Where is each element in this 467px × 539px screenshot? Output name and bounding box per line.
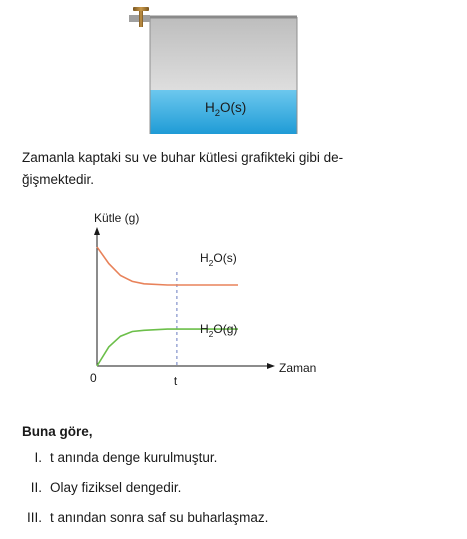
intro-text: Zamanla kaptaki su ve buhar kütlesi grafikteki gibi de- ğişmektedir. — [22, 150, 344, 187]
question-lead: Buna göre, — [22, 424, 93, 439]
mass-time-graph — [0, 205, 467, 405]
statement-number: I. — [34, 450, 42, 465]
y-axis-arrow-icon — [94, 227, 100, 235]
x-axis-label: Zaman — [279, 361, 317, 375]
x-axis-arrow-icon — [267, 363, 275, 369]
x-tick-label-0: 0 — [90, 371, 97, 385]
statement-1 — [14, 448, 217, 468]
y-axis-label: Kütle (g) — [94, 211, 140, 225]
statement-text: Olay fiziksel dengedir. — [50, 480, 182, 495]
series-label-liquid: $H_2O(s)$ — [200, 251, 237, 268]
statement-number: III. — [26, 510, 42, 525]
statement-number: II. — [30, 480, 42, 495]
container-illustration — [0, 0, 467, 140]
x-tick-label-t: t — [173, 374, 178, 388]
statement-text: t anında denge kurulmuştur. — [50, 450, 218, 465]
statement-2 — [14, 478, 181, 498]
statement-3 — [14, 508, 268, 528]
vapor-region — [150, 17, 297, 90]
series-label-gas: $H_2O(g)$ — [200, 322, 238, 339]
liquid-label: $H_2O(s)$ — [205, 100, 247, 119]
statement-text: t anından sonra saf su buharlaşmaz. — [50, 510, 269, 525]
